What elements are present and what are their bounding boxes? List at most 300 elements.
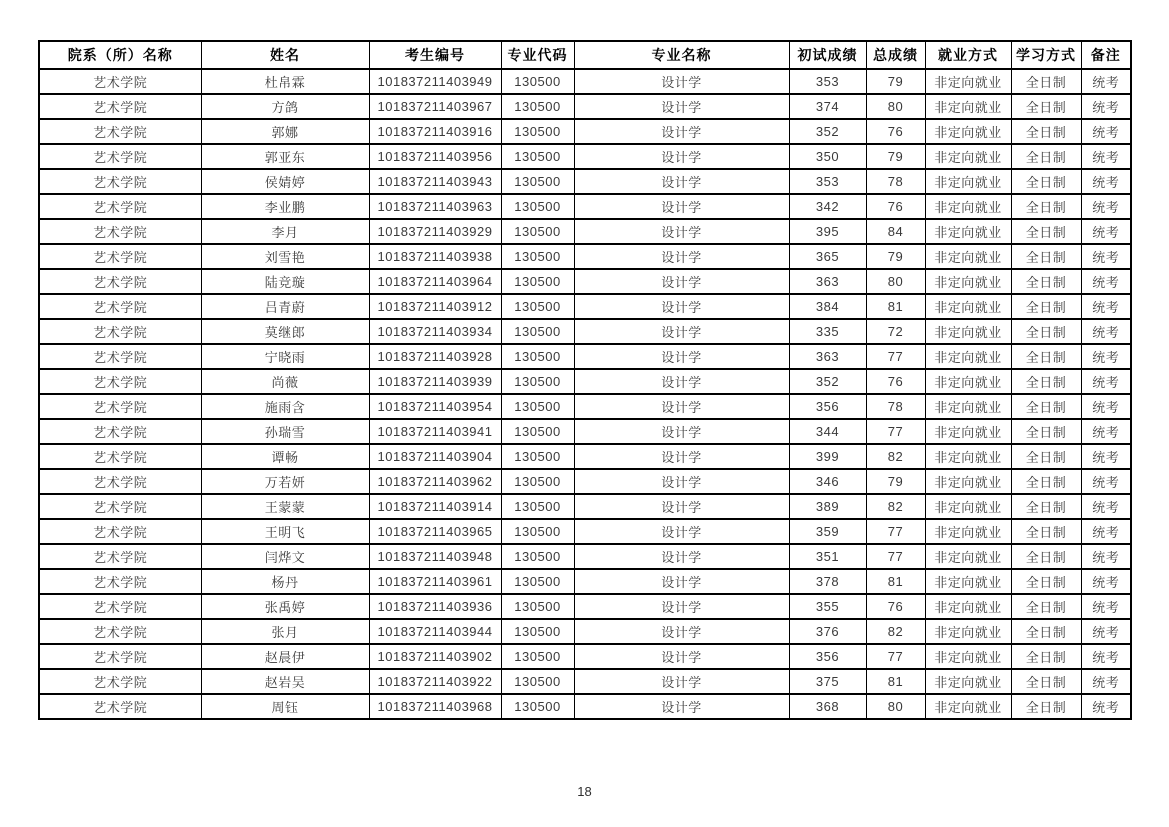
table-cell: 80 <box>866 694 925 719</box>
table-cell: 艺术学院 <box>39 294 201 319</box>
table-cell: 全日制 <box>1011 244 1081 269</box>
table-cell: 全日制 <box>1011 594 1081 619</box>
table-cell: 全日制 <box>1011 269 1081 294</box>
column-header: 就业方式 <box>925 41 1011 69</box>
table-cell: 艺术学院 <box>39 444 201 469</box>
table-cell: 101837211403938 <box>369 244 501 269</box>
table-cell: 设计学 <box>574 244 789 269</box>
table-cell: 统考 <box>1081 244 1131 269</box>
table-cell: 统考 <box>1081 369 1131 394</box>
table-cell: 非定向就业 <box>925 344 1011 369</box>
table-cell: 130500 <box>501 394 574 419</box>
table-cell: 352 <box>789 119 866 144</box>
table-cell: 130500 <box>501 119 574 144</box>
table-cell: 统考 <box>1081 194 1131 219</box>
table-cell: 艺术学院 <box>39 694 201 719</box>
table-cell: 统考 <box>1081 294 1131 319</box>
table-cell: 统考 <box>1081 394 1131 419</box>
table-cell: 方鸽 <box>201 94 369 119</box>
table-cell: 77 <box>866 519 925 544</box>
table-cell: 130500 <box>501 519 574 544</box>
table-cell: 艺术学院 <box>39 669 201 694</box>
table-cell: 王明飞 <box>201 519 369 544</box>
table-cell: 艺术学院 <box>39 119 201 144</box>
table-cell: 设计学 <box>574 119 789 144</box>
table-cell: 101837211403902 <box>369 644 501 669</box>
table-cell: 355 <box>789 594 866 619</box>
table-row <box>39 219 1131 244</box>
table-cell: 全日制 <box>1011 69 1081 94</box>
table-row <box>39 169 1131 194</box>
table-cell: 非定向就业 <box>925 194 1011 219</box>
table-cell: 130500 <box>501 444 574 469</box>
table-cell: 82 <box>866 444 925 469</box>
table-cell: 全日制 <box>1011 494 1081 519</box>
table-cell: 非定向就业 <box>925 469 1011 494</box>
table-cell: 非定向就业 <box>925 594 1011 619</box>
table-cell: 101837211403941 <box>369 419 501 444</box>
table-cell: 376 <box>789 619 866 644</box>
table-cell: 郭娜 <box>201 119 369 144</box>
table-cell: 闫烨文 <box>201 544 369 569</box>
table-cell: 130500 <box>501 269 574 294</box>
table-cell: 非定向就业 <box>925 644 1011 669</box>
table-cell: 全日制 <box>1011 294 1081 319</box>
table-cell: 艺术学院 <box>39 219 201 244</box>
table-cell: 李业鹏 <box>201 194 369 219</box>
table-cell: 80 <box>866 269 925 294</box>
column-header: 院系（所）名称 <box>39 41 201 69</box>
table-cell: 设计学 <box>574 369 789 394</box>
table-cell: 设计学 <box>574 294 789 319</box>
table-cell: 非定向就业 <box>925 619 1011 644</box>
table-cell: 130500 <box>501 619 574 644</box>
table-cell: 101837211403914 <box>369 494 501 519</box>
table-cell: 101837211403929 <box>369 219 501 244</box>
table-row <box>39 619 1131 644</box>
table-cell: 艺术学院 <box>39 369 201 394</box>
table-cell: 356 <box>789 394 866 419</box>
table-cell: 统考 <box>1081 344 1131 369</box>
table-cell: 非定向就业 <box>925 444 1011 469</box>
table-cell: 设计学 <box>574 569 789 594</box>
table-cell: 王蒙蒙 <box>201 494 369 519</box>
table-cell: 施雨含 <box>201 394 369 419</box>
table-cell: 莫继郎 <box>201 319 369 344</box>
table-cell: 344 <box>789 419 866 444</box>
table-cell: 389 <box>789 494 866 519</box>
table-cell: 363 <box>789 269 866 294</box>
table-cell: 吕青蔚 <box>201 294 369 319</box>
table-cell: 130500 <box>501 544 574 569</box>
table-cell: 76 <box>866 194 925 219</box>
table-cell: 79 <box>866 244 925 269</box>
table-cell: 101837211403944 <box>369 619 501 644</box>
table-row <box>39 419 1131 444</box>
table-cell: 72 <box>866 319 925 344</box>
table-cell: 130500 <box>501 419 574 444</box>
table-cell: 全日制 <box>1011 344 1081 369</box>
table-cell: 81 <box>866 669 925 694</box>
table-cell: 统考 <box>1081 469 1131 494</box>
table-cell: 统考 <box>1081 644 1131 669</box>
table-cell: 76 <box>866 594 925 619</box>
table-cell: 非定向就业 <box>925 219 1011 244</box>
table-cell: 79 <box>866 69 925 94</box>
table-cell: 李月 <box>201 219 369 244</box>
table-cell: 设计学 <box>574 619 789 644</box>
table-cell: 设计学 <box>574 519 789 544</box>
table-cell: 101837211403949 <box>369 69 501 94</box>
table-cell: 非定向就业 <box>925 369 1011 394</box>
table-cell: 设计学 <box>574 69 789 94</box>
table-cell: 101837211403922 <box>369 669 501 694</box>
table-cell: 非定向就业 <box>925 119 1011 144</box>
table-cell: 384 <box>789 294 866 319</box>
table-cell: 全日制 <box>1011 94 1081 119</box>
table-row <box>39 394 1131 419</box>
column-header: 总成绩 <box>866 41 925 69</box>
column-header: 备注 <box>1081 41 1131 69</box>
table-cell: 艺术学院 <box>39 244 201 269</box>
table-cell: 78 <box>866 394 925 419</box>
page-number: 18 <box>577 784 592 799</box>
table-cell: 全日制 <box>1011 519 1081 544</box>
table-cell: 设计学 <box>574 469 789 494</box>
table-cell: 101837211403904 <box>369 444 501 469</box>
table-cell: 77 <box>866 644 925 669</box>
table-row <box>39 194 1131 219</box>
table-cell: 359 <box>789 519 866 544</box>
table-row <box>39 119 1131 144</box>
table-cell: 设计学 <box>574 694 789 719</box>
table-cell: 77 <box>866 544 925 569</box>
table-cell: 万若妍 <box>201 469 369 494</box>
table-cell: 352 <box>789 369 866 394</box>
table-row <box>39 644 1131 669</box>
table-cell: 非定向就业 <box>925 669 1011 694</box>
table-cell: 130500 <box>501 669 574 694</box>
table-cell: 非定向就业 <box>925 244 1011 269</box>
table-cell: 统考 <box>1081 269 1131 294</box>
table-row <box>39 369 1131 394</box>
table-cell: 130500 <box>501 219 574 244</box>
table-cell: 非定向就业 <box>925 544 1011 569</box>
table-cell: 130500 <box>501 344 574 369</box>
table-cell: 设计学 <box>574 169 789 194</box>
table-cell: 363 <box>789 344 866 369</box>
table-row <box>39 69 1131 94</box>
table-cell: 艺术学院 <box>39 469 201 494</box>
table-cell: 全日制 <box>1011 619 1081 644</box>
table-cell: 艺术学院 <box>39 94 201 119</box>
table-row <box>39 544 1131 569</box>
table-cell: 艺术学院 <box>39 269 201 294</box>
table-cell: 陆竞璇 <box>201 269 369 294</box>
table-cell: 统考 <box>1081 544 1131 569</box>
column-header: 学习方式 <box>1011 41 1081 69</box>
table-cell: 杨丹 <box>201 569 369 594</box>
table-cell: 艺术学院 <box>39 194 201 219</box>
table-cell: 78 <box>866 169 925 194</box>
table-cell: 101837211403961 <box>369 569 501 594</box>
table-cell: 101837211403968 <box>369 694 501 719</box>
table-cell: 351 <box>789 544 866 569</box>
table-cell: 101837211403956 <box>369 144 501 169</box>
table-cell: 101837211403962 <box>369 469 501 494</box>
table-cell: 全日制 <box>1011 144 1081 169</box>
table-row <box>39 494 1131 519</box>
table-cell: 101837211403964 <box>369 269 501 294</box>
table-cell: 130500 <box>501 144 574 169</box>
table-cell: 130500 <box>501 69 574 94</box>
table-row <box>39 669 1131 694</box>
table-cell: 356 <box>789 644 866 669</box>
table-cell: 统考 <box>1081 419 1131 444</box>
table-cell: 非定向就业 <box>925 494 1011 519</box>
table-cell: 设计学 <box>574 94 789 119</box>
table-cell: 设计学 <box>574 319 789 344</box>
table-cell: 宁晓雨 <box>201 344 369 369</box>
table-cell: 全日制 <box>1011 669 1081 694</box>
table-cell: 非定向就业 <box>925 144 1011 169</box>
table-row <box>39 144 1131 169</box>
table-cell: 130500 <box>501 194 574 219</box>
table-cell: 设计学 <box>574 419 789 444</box>
table-cell: 设计学 <box>574 344 789 369</box>
table-cell: 353 <box>789 69 866 94</box>
table-row <box>39 569 1131 594</box>
table-cell: 全日制 <box>1011 569 1081 594</box>
table-cell: 130500 <box>501 469 574 494</box>
table-cell: 设计学 <box>574 144 789 169</box>
table-cell: 赵晨伊 <box>201 644 369 669</box>
table-cell: 统考 <box>1081 694 1131 719</box>
table-cell: 101837211403939 <box>369 369 501 394</box>
table-cell: 77 <box>866 419 925 444</box>
table-cell: 全日制 <box>1011 219 1081 244</box>
table-cell: 374 <box>789 94 866 119</box>
table-cell: 395 <box>789 219 866 244</box>
header-row <box>39 41 1131 69</box>
table-cell: 统考 <box>1081 444 1131 469</box>
table-cell: 艺术学院 <box>39 344 201 369</box>
table-cell: 全日制 <box>1011 119 1081 144</box>
table-cell: 设计学 <box>574 544 789 569</box>
table-cell: 统考 <box>1081 144 1131 169</box>
table-cell: 非定向就业 <box>925 94 1011 119</box>
table-cell: 艺术学院 <box>39 494 201 519</box>
table-cell: 365 <box>789 244 866 269</box>
table-cell: 全日制 <box>1011 469 1081 494</box>
column-header: 初试成绩 <box>789 41 866 69</box>
table-cell: 统考 <box>1081 619 1131 644</box>
table-cell: 342 <box>789 194 866 219</box>
table-cell: 设计学 <box>574 494 789 519</box>
table-cell: 101837211403912 <box>369 294 501 319</box>
table-row <box>39 269 1131 294</box>
table-cell: 101837211403965 <box>369 519 501 544</box>
table-cell: 艺术学院 <box>39 569 201 594</box>
table-cell: 全日制 <box>1011 419 1081 444</box>
table-cell: 设计学 <box>574 394 789 419</box>
table-cell: 非定向就业 <box>925 569 1011 594</box>
table-cell: 非定向就业 <box>925 169 1011 194</box>
table-cell: 侯婧婷 <box>201 169 369 194</box>
table-header <box>39 41 1131 69</box>
table-cell: 艺术学院 <box>39 319 201 344</box>
table-cell: 101837211403954 <box>369 394 501 419</box>
table-cell: 81 <box>866 294 925 319</box>
admission-results-table <box>38 40 1132 720</box>
table-cell: 艺术学院 <box>39 69 201 94</box>
table-cell: 统考 <box>1081 94 1131 119</box>
table-cell: 杜帛霖 <box>201 69 369 94</box>
table-cell: 77 <box>866 344 925 369</box>
table-cell: 艺术学院 <box>39 594 201 619</box>
table-cell: 统考 <box>1081 569 1131 594</box>
table-cell: 79 <box>866 469 925 494</box>
table-cell: 79 <box>866 144 925 169</box>
table-row <box>39 94 1131 119</box>
table-cell: 130500 <box>501 594 574 619</box>
table-cell: 378 <box>789 569 866 594</box>
table-cell: 全日制 <box>1011 394 1081 419</box>
table-cell: 82 <box>866 619 925 644</box>
table-cell: 76 <box>866 369 925 394</box>
table-cell: 130500 <box>501 169 574 194</box>
table-cell: 130500 <box>501 569 574 594</box>
table-row <box>39 344 1131 369</box>
column-header: 姓名 <box>201 41 369 69</box>
table-cell: 郭亚东 <box>201 144 369 169</box>
table-cell: 130500 <box>501 494 574 519</box>
table-cell: 全日制 <box>1011 194 1081 219</box>
table-cell: 张月 <box>201 619 369 644</box>
table-row <box>39 444 1131 469</box>
table-cell: 非定向就业 <box>925 269 1011 294</box>
table-cell: 设计学 <box>574 269 789 294</box>
table-cell: 非定向就业 <box>925 694 1011 719</box>
table-cell: 艺术学院 <box>39 519 201 544</box>
table-row <box>39 694 1131 719</box>
table-cell: 艺术学院 <box>39 144 201 169</box>
table-cell: 81 <box>866 569 925 594</box>
table-cell: 统考 <box>1081 169 1131 194</box>
table-cell: 101837211403928 <box>369 344 501 369</box>
table-cell: 346 <box>789 469 866 494</box>
table-cell: 全日制 <box>1011 694 1081 719</box>
table-cell: 全日制 <box>1011 319 1081 344</box>
table-cell: 80 <box>866 94 925 119</box>
table-cell: 刘雪艳 <box>201 244 369 269</box>
table-cell: 周钰 <box>201 694 369 719</box>
table-cell: 尚薇 <box>201 369 369 394</box>
table-cell: 335 <box>789 319 866 344</box>
table-cell: 399 <box>789 444 866 469</box>
table-cell: 统考 <box>1081 494 1131 519</box>
table-row <box>39 519 1131 544</box>
table-cell: 101837211403943 <box>369 169 501 194</box>
table-cell: 130500 <box>501 294 574 319</box>
table-cell: 统考 <box>1081 594 1131 619</box>
table-cell: 全日制 <box>1011 169 1081 194</box>
table-cell: 统考 <box>1081 669 1131 694</box>
table-cell: 130500 <box>501 369 574 394</box>
table-cell: 艺术学院 <box>39 169 201 194</box>
table-cell: 350 <box>789 144 866 169</box>
table-cell: 统考 <box>1081 319 1131 344</box>
table-cell: 艺术学院 <box>39 419 201 444</box>
table-cell: 设计学 <box>574 594 789 619</box>
table-row <box>39 319 1131 344</box>
column-header: 专业代码 <box>501 41 574 69</box>
table-cell: 全日制 <box>1011 444 1081 469</box>
table-cell: 孙瑞雪 <box>201 419 369 444</box>
table-cell: 统考 <box>1081 219 1131 244</box>
table-row <box>39 594 1131 619</box>
table-cell: 全日制 <box>1011 644 1081 669</box>
table-cell: 艺术学院 <box>39 394 201 419</box>
table-row <box>39 294 1131 319</box>
table-cell: 统考 <box>1081 119 1131 144</box>
table-cell: 全日制 <box>1011 369 1081 394</box>
table-cell: 353 <box>789 169 866 194</box>
column-header: 考生编号 <box>369 41 501 69</box>
table-body <box>39 69 1131 719</box>
table-cell: 全日制 <box>1011 544 1081 569</box>
table-cell: 130500 <box>501 644 574 669</box>
table-cell: 非定向就业 <box>925 69 1011 94</box>
table-cell: 非定向就业 <box>925 419 1011 444</box>
table-cell: 375 <box>789 669 866 694</box>
table-cell: 368 <box>789 694 866 719</box>
table-cell: 统考 <box>1081 69 1131 94</box>
table-cell: 101837211403934 <box>369 319 501 344</box>
table-cell: 101837211403948 <box>369 544 501 569</box>
table-cell: 赵岩吴 <box>201 669 369 694</box>
table-cell: 艺术学院 <box>39 619 201 644</box>
table-cell: 101837211403916 <box>369 119 501 144</box>
table-cell: 130500 <box>501 694 574 719</box>
table-cell: 张禹婷 <box>201 594 369 619</box>
table-cell: 艺术学院 <box>39 544 201 569</box>
table-cell: 非定向就业 <box>925 394 1011 419</box>
column-header: 专业名称 <box>574 41 789 69</box>
table-cell: 设计学 <box>574 194 789 219</box>
table-cell: 101837211403963 <box>369 194 501 219</box>
table-cell: 101837211403967 <box>369 94 501 119</box>
table-cell: 艺术学院 <box>39 644 201 669</box>
table-cell: 设计学 <box>574 644 789 669</box>
table-cell: 谭畅 <box>201 444 369 469</box>
table-cell: 统考 <box>1081 519 1131 544</box>
table-cell: 84 <box>866 219 925 244</box>
table-cell: 130500 <box>501 319 574 344</box>
table-cell: 130500 <box>501 244 574 269</box>
table-cell: 101837211403936 <box>369 594 501 619</box>
table-cell: 设计学 <box>574 669 789 694</box>
table-row <box>39 244 1131 269</box>
table-cell: 非定向就业 <box>925 319 1011 344</box>
table-row <box>39 469 1131 494</box>
table-cell: 76 <box>866 119 925 144</box>
table-cell: 82 <box>866 494 925 519</box>
table-cell: 设计学 <box>574 444 789 469</box>
table-cell: 设计学 <box>574 219 789 244</box>
table-cell: 130500 <box>501 94 574 119</box>
table-cell: 非定向就业 <box>925 294 1011 319</box>
